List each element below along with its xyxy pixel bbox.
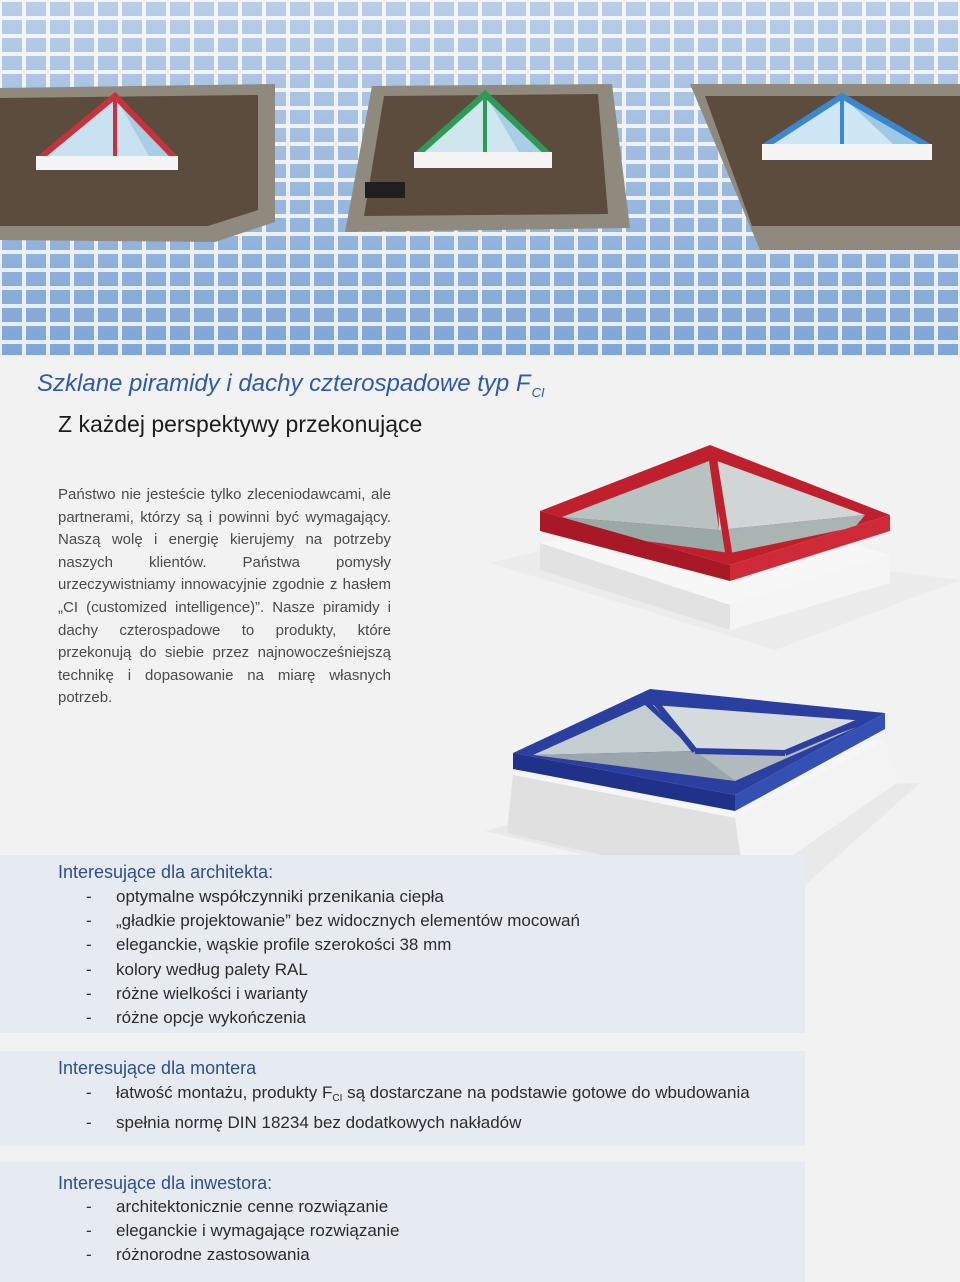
planter-green [345, 84, 630, 232]
list-item: - spełnia normę DIN 18234 bez dodatkowych nakładów [58, 1111, 750, 1135]
list-item: - architektonicznie cenne rozwiązanie [58, 1195, 399, 1219]
planter-red [0, 84, 275, 242]
list-item: - kolory według palety RAL [58, 958, 580, 982]
list-item [58, 1081, 750, 1111]
installer-item-subscript: CI [332, 1093, 343, 1104]
list-item: - „gładkie projektowanie” bez widocznych elementów mocowań [58, 909, 580, 933]
page-title-subscript: CI [531, 385, 545, 400]
list-item: - eleganckie, wąskie profile szerokości 38 mm [58, 933, 580, 957]
section-architect-title: Interesujące dla architekta: [58, 862, 274, 882]
intro-paragraph: Państwo nie jesteście tylko zleceniodawcami, ale partnerami, którzy są i powinni być wymagający. Naszą wolę i energię kierujemy na potrzeby naszych klientów. Państwa pomysły urzeczywistniamy innowacyjnie zgodnie z hasłem „CI (customized intelligence)”. Nasze piramidy i dachy czterospadowe to produkty, które przekonują do siebie przez najnowocześniejszą technikę i dopasowanie na miarę własnych potrzeb. [58, 486, 391, 707]
page-title [37, 370, 545, 400]
section-installer-title: Interesujące dla montera [58, 1058, 257, 1078]
section-architect-list [58, 885, 580, 1030]
installer-item-text-b: są dostarczane na podstawie gotowe do wbudowania [342, 1083, 750, 1102]
list-item: - eleganckie i wymagające rozwiązanie [58, 1219, 399, 1243]
list-item: - różne wielkości i warianty [58, 982, 580, 1006]
page-title-text: Szklane piramidy i dachy czterospadowe typ F [37, 370, 531, 397]
list-item: - optymalne współczynniki przenikania ciepła [58, 885, 580, 909]
product-image-pyramid [485, 435, 960, 650]
hero-photo [0, 0, 960, 355]
section-investor-list [58, 1195, 399, 1268]
section-investor-title: Interesujące dla inwestora: [58, 1173, 273, 1193]
installer-item-text-a: łatwość montażu, produkty F [116, 1083, 333, 1102]
section-installer-list [58, 1081, 750, 1135]
list-item: - różne opcje wykończenia [58, 1006, 580, 1030]
list-item: - różnorodne zastosowania [58, 1243, 399, 1267]
page-subtitle: Z każdej perspektywy przekonujące [58, 411, 423, 437]
